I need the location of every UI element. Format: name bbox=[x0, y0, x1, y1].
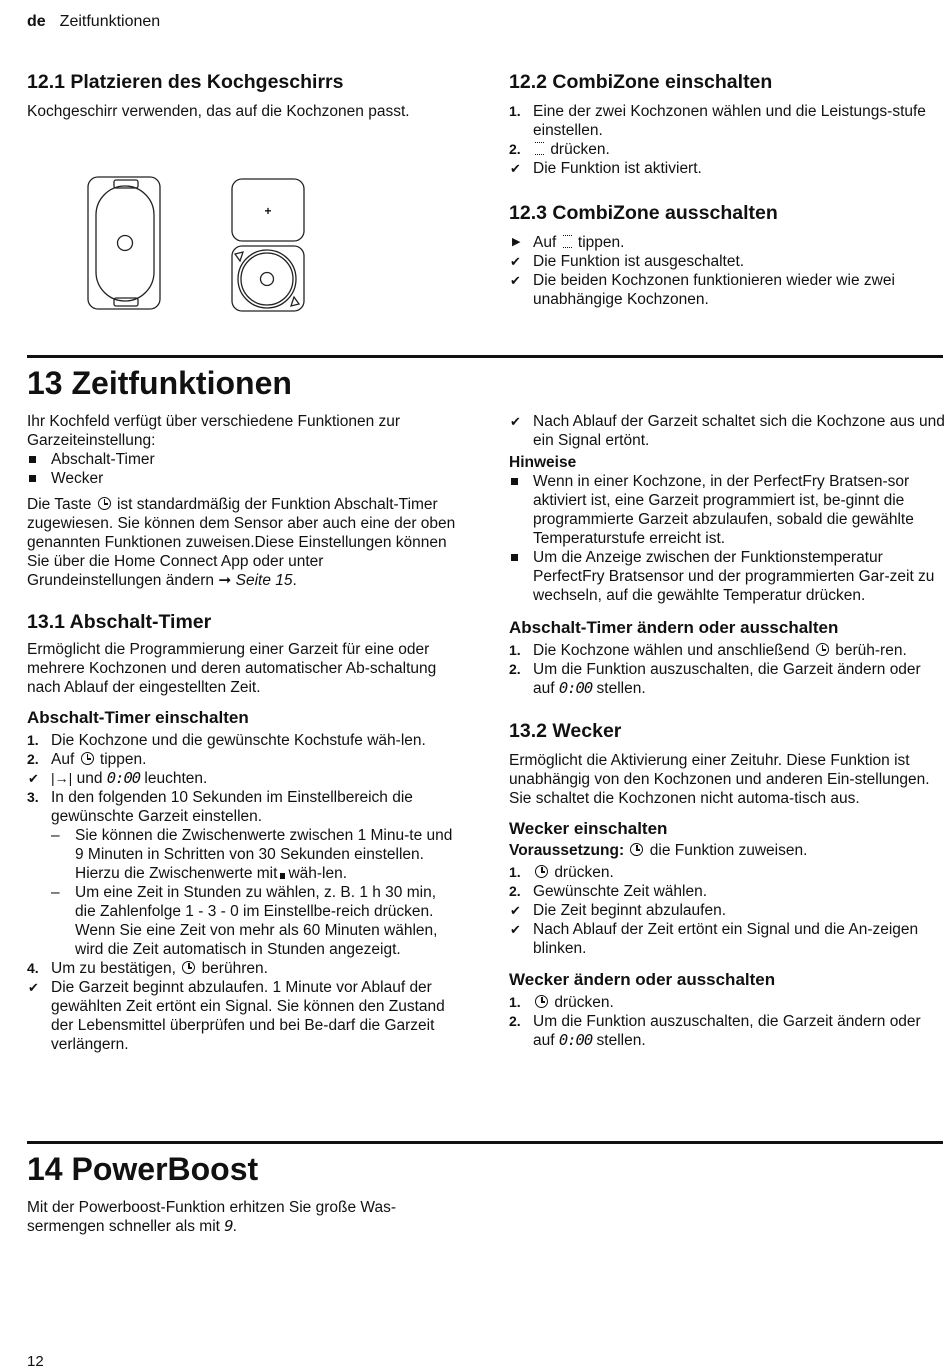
prerequisite: Voraussetzung: die Funktion zuweisen. bbox=[509, 842, 808, 859]
subsection-heading: Wecker ändern oder ausschalten bbox=[509, 970, 776, 989]
dot-key-icon bbox=[280, 873, 285, 879]
list-item: Abschalt-Timer bbox=[27, 450, 459, 469]
language-code: de bbox=[27, 13, 46, 30]
list-item: 1. Die Kochzone wählen und anschließend berüh-ren. bbox=[509, 642, 907, 659]
display-value: 0:00 bbox=[558, 679, 593, 697]
subsection-heading: Wecker einschalten bbox=[509, 819, 668, 838]
display-value: 0:00 bbox=[558, 1031, 593, 1049]
list-item: 4. Um zu bestätigen, berühren. bbox=[27, 960, 268, 977]
plus-sign: + bbox=[264, 204, 272, 218]
action-item: ▶ Auf tippen. bbox=[512, 234, 625, 251]
square-bullet-icon bbox=[511, 554, 518, 561]
display-value: 0:00 bbox=[106, 769, 141, 787]
round-pot bbox=[238, 250, 296, 308]
list-item: 1. Eine der zwei Kochzonen wählen und die Leistungs-stufe einstellen. bbox=[509, 103, 926, 139]
dash-item: – Um eine Zeit in Stunden zu wählen, z. B. 1 h 30 min, die Zahlenfolge 1 - 3 - 0 im Einstellbe-reich drücken. Wenn Sie eine Zeit von mehr als 60 Minuten wählen, wird die Zeit automatisch in Stunden angezeigt. bbox=[51, 884, 438, 958]
result-item: ✔ Nach Ablauf der Zeit ertönt ein Signal und die An-zeigen blinken. bbox=[510, 921, 919, 957]
list-item: 2. Auf tippen. bbox=[27, 751, 147, 768]
notes-heading: Hinweise bbox=[509, 454, 577, 471]
check-icon: ✔ bbox=[510, 414, 521, 429]
dash-item: – Sie können die Zwischenwerte zwischen 1 Minu-te und 9 Minuten in Schritten von 30 Sekunden einstellen. Hierzu die Zwischenwerte mit wäh-len. bbox=[51, 827, 453, 882]
timer-clock-icon bbox=[98, 497, 111, 510]
check-icon: ✔ bbox=[28, 980, 39, 995]
list-item: 1. Die Kochzone und die gewünschte Kochstufe wäh-len. bbox=[27, 732, 426, 749]
section-divider bbox=[27, 1141, 943, 1144]
result-item: ✔ Die Funktion ist ausgeschaltet. bbox=[510, 253, 745, 270]
check-icon: ✔ bbox=[510, 273, 521, 288]
page-number: 12 bbox=[27, 1353, 44, 1370]
header-title: Zeitfunktionen bbox=[59, 13, 161, 30]
section-text: Ermöglicht die Programmierung einer Garzeit für eine oder mehrere Kochzonen und deren automatischer Ab-schaltung nach Ablauf der eingestellten Zeit. bbox=[27, 641, 437, 696]
result-item: ✔ |→| und 0:00 leuchten. bbox=[28, 769, 208, 787]
section-12-2 bbox=[509, 71, 945, 178]
section-heading: 12.3 CombiZone ausschalten bbox=[509, 202, 778, 224]
list-item: 2. Gewünschte Zeit wählen. bbox=[509, 883, 708, 900]
section-text: Ermöglicht die Aktivierung einer Zeituhr. Diese Funktion ist unabhängig von den Kochzonen und anderen Ein-stellungen. Sie schaltet die Kochzonen nicht automa-tisch aus. bbox=[509, 752, 930, 807]
square-bullet-icon bbox=[511, 478, 518, 485]
check-icon: ✔ bbox=[510, 254, 521, 269]
result-item: ✔ Die Garzeit beginnt abzulaufen. 1 Minute vor Ablauf der gewählten Zeit ertönt ein Signal. Sie können den Zustand der Lebensmittel überprüfen und bei Be-darf die Garzeit verlängern. bbox=[28, 979, 445, 1053]
subsection-heading: Abschalt-Timer ändern oder ausschalten bbox=[509, 618, 839, 637]
right-column bbox=[509, 412, 945, 1050]
list-item: 2. Um die Funktion auszuschalten, die Garzeit ändern oder auf 0:00 stellen. bbox=[509, 661, 921, 697]
list-item: 2. Um die Funktion auszuschalten, die Garzeit ändern oder auf 0:00 stellen. bbox=[509, 1013, 921, 1049]
timer-arrow-icon: |→| bbox=[51, 770, 73, 786]
oval-pan bbox=[96, 186, 154, 301]
display-value: 9 bbox=[224, 1217, 233, 1235]
result-item: ✔ Die Funktion ist aktiviert. bbox=[510, 160, 702, 177]
triangle-bullet-icon: ▶ bbox=[512, 236, 521, 248]
timer-clock-icon bbox=[535, 865, 548, 878]
arrow-icon: ➞ bbox=[218, 572, 232, 589]
result-item: ✔ Die Zeit beginnt abzulaufen. bbox=[510, 902, 727, 919]
timer-clock-icon bbox=[81, 752, 94, 765]
combizone-icon bbox=[535, 142, 544, 155]
list-item: 2. drücken. bbox=[509, 141, 610, 158]
cookware-placement-illustration bbox=[86, 174, 312, 314]
square-bullet-icon bbox=[29, 456, 36, 463]
result-item: ✔ Die beiden Kochzonen funktionieren wieder wie zwei unabhängige Kochzonen. bbox=[510, 272, 895, 308]
section-12-1 bbox=[27, 71, 457, 121]
timer-clock-icon bbox=[182, 961, 195, 974]
list-item: Wecker bbox=[27, 469, 459, 488]
chapter-heading-14: 14 PowerBoost bbox=[27, 1151, 259, 1187]
list-item: 3. In den folgenden 10 Sekunden im Einstellbereich die gewünschte Garzeit einstellen. bbox=[27, 789, 413, 825]
timer-clock-icon bbox=[630, 843, 643, 856]
section-text: Kochgeschirr verwenden, das auf die Kochzonen passt. bbox=[27, 103, 410, 120]
chapter-heading-13: 13 Zeitfunktionen bbox=[27, 365, 292, 401]
list-item: 1. drücken. bbox=[509, 994, 614, 1011]
section-heading-13-2: 13.2 Wecker bbox=[509, 720, 622, 742]
check-icon: ✔ bbox=[28, 771, 39, 786]
check-icon: ✔ bbox=[510, 922, 521, 937]
subsection-heading: Abschalt-Timer einschalten bbox=[27, 708, 249, 727]
left-column bbox=[27, 412, 459, 1054]
check-icon: ✔ bbox=[510, 161, 521, 176]
powerboost-text: Mit der Powerboost-Funktion erhitzen Sie große Was-sermengen schneller als mit 9. bbox=[27, 1199, 396, 1235]
note-item: Wenn in einer Kochzone, in der PerfectFry Bratsen-sor aktiviert ist, eine Garzeit programmiert ist, be-ginnt die programmierte Garzeit abzulaufen, sobald die gewählte Temperaturstufe erreicht ist. bbox=[509, 472, 945, 548]
check-icon: ✔ bbox=[510, 903, 521, 918]
combizone-icon bbox=[563, 235, 572, 248]
list-item: 1. drücken. bbox=[509, 864, 614, 881]
note-item: Um die Anzeige zwischen der Funktionstemperatur PerfectFry Bratsensor und der programmierten Gar-zeit zu wechseln, auf die gewählte Temperatur drücken. bbox=[509, 548, 945, 605]
section-heading: 12.1 Platzieren des Kochgeschirrs bbox=[27, 71, 344, 93]
page-reference-link[interactable]: Seite 15 bbox=[235, 572, 293, 589]
result-item: ✔ Nach Ablauf der Garzeit schaltet sich die Kochzone aus und ein Signal ertönt. bbox=[510, 413, 945, 449]
timer-clock-icon bbox=[535, 995, 548, 1008]
intro-text: Ihr Kochfeld verfügt über verschiedene Funktionen zur Garzeiteinstellung: bbox=[27, 413, 401, 449]
timer-clock-icon bbox=[816, 643, 829, 656]
section-heading: 12.2 CombiZone einschalten bbox=[509, 71, 773, 93]
running-header bbox=[27, 12, 160, 31]
section-divider bbox=[27, 355, 943, 358]
section-heading-13-1: 13.1 Abschalt-Timer bbox=[27, 611, 212, 633]
section-12-3 bbox=[509, 202, 945, 309]
timer-key-text: Die Taste ist standardmäßig der Funktion Abschalt-Timer zugewiesen. Sie können dem Sensor aber auch eine der oben genannten Funktionen zuweisen.Diese Einstellungen können Sie über die Home Connect App oder unter Grundeinstellungen ändern ➞ Seite 15. bbox=[27, 496, 456, 589]
square-bullet-icon bbox=[29, 475, 36, 482]
